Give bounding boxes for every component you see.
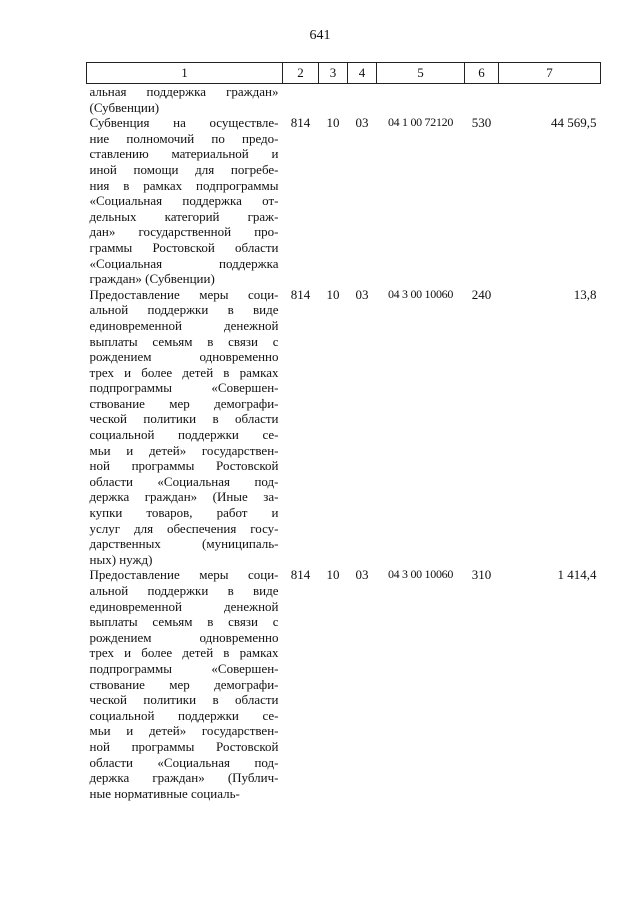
description-line: Субвенция на осуществле- xyxy=(89,115,279,131)
description-line: мьи и детей» государствен- xyxy=(89,723,279,739)
description-line: граммы Ростовской области xyxy=(89,239,279,255)
description-line: ческой политики в области xyxy=(89,411,279,427)
cell-ministry-code: 814 xyxy=(290,115,311,131)
cell-subsection-code: 03 xyxy=(355,286,369,302)
description-line: ных) нужд) xyxy=(89,551,153,567)
page-number: 641 xyxy=(309,28,331,43)
description-line: альной поддержки в виде xyxy=(89,302,279,318)
description-line: рождением одновременно xyxy=(89,349,279,365)
description-line: иной помощи для погребе- xyxy=(89,161,279,177)
table-row xyxy=(87,115,601,287)
description-line: дан» государственной про- xyxy=(89,224,279,240)
description-line: ческой политики в области xyxy=(89,692,279,708)
row-description xyxy=(87,84,283,116)
cell-expense-type: 530 xyxy=(471,115,492,131)
cell-section-code: 10 xyxy=(326,286,340,302)
cell-section-code: 10 xyxy=(326,115,340,131)
cell-subsection-code: 03 xyxy=(355,567,369,583)
description-line: «Социальная поддержка xyxy=(89,255,279,271)
cell-expense-type: 310 xyxy=(471,567,492,583)
description-line: «Социальная поддержка от- xyxy=(89,193,279,209)
description-line: (Субвенции) xyxy=(89,99,160,115)
description-line: Предоставление меры соци- xyxy=(89,286,279,302)
description-line: держка граждан» (Иные за- xyxy=(89,489,279,505)
budget-table xyxy=(86,62,601,801)
description-line: выплаты семьям в связи с xyxy=(89,333,279,349)
description-line: ной программы Ростовской xyxy=(89,738,279,754)
description-line: альной поддержки в виде xyxy=(89,583,279,598)
cell-amount: 13,8 xyxy=(573,286,597,302)
description-line: мьи и детей» государствен- xyxy=(89,442,279,458)
row-description xyxy=(87,567,283,801)
description-line: социальной поддержки се- xyxy=(89,707,279,723)
description-line: рождением одновременно xyxy=(89,629,279,645)
table-body xyxy=(87,84,601,802)
cell-target-article: 04 3 00 10060 xyxy=(387,567,454,582)
table-row xyxy=(87,287,601,568)
cell-subsection-code xyxy=(348,84,377,116)
table-row xyxy=(87,84,601,116)
cell-ministry-code: 814 xyxy=(290,286,311,302)
description-line: подпрограммы «Совершен- xyxy=(89,380,279,396)
cell-subsection-code: 03 xyxy=(355,115,369,131)
description-line: Предоставление меры соци- xyxy=(89,567,279,583)
description-line: ной программы Ростовской xyxy=(89,458,279,474)
description-line: услуг для обеспечения госу- xyxy=(89,520,279,536)
description-line: ствование мер демографи- xyxy=(89,395,279,411)
cell-amount: 1 414,4 xyxy=(557,567,597,583)
description-line: держка граждан» (Публич- xyxy=(89,770,279,786)
description-line: ные нормативные социаль- xyxy=(89,785,240,801)
column-header: 1 xyxy=(87,63,283,84)
column-header: 7 xyxy=(499,63,601,84)
description-line: купки товаров, работ и xyxy=(89,505,279,521)
description-line: трех и более детей в рамках xyxy=(89,645,279,661)
cell-ministry-code: 814 xyxy=(290,567,311,583)
description-line: единовременной денежной xyxy=(89,598,279,614)
cell-ministry-code xyxy=(283,84,319,116)
cell-target-article xyxy=(377,84,465,116)
description-line: дарственных (муниципаль- xyxy=(89,536,279,552)
column-header: 4 xyxy=(348,63,377,84)
description-line: граждан» (Субвенции) xyxy=(89,271,215,287)
description-line: ния в рамках подпрограммы xyxy=(89,177,279,193)
description-line: дельных категорий граж- xyxy=(89,208,279,224)
cell-expense-type: 240 xyxy=(471,286,492,302)
description-line: области «Социальная под- xyxy=(89,754,279,770)
cell-target-article: 04 1 00 72120 xyxy=(387,115,454,130)
description-line: выплаты семьям в связи с xyxy=(89,614,279,630)
cell-section-code xyxy=(319,84,348,116)
description-line: ние полномочий по предо- xyxy=(89,130,279,146)
column-header: 2 xyxy=(283,63,319,84)
cell-amount: 44 569,5 xyxy=(551,115,597,131)
row-description xyxy=(87,115,283,287)
column-header: 6 xyxy=(465,63,499,84)
table-header-row xyxy=(87,63,601,84)
description-line: подпрограммы «Совершен- xyxy=(89,660,279,676)
description-line: ставлению материальной и xyxy=(89,146,279,162)
column-header: 3 xyxy=(319,63,348,84)
cell-amount xyxy=(499,84,601,116)
cell-expense-type xyxy=(465,84,499,116)
description-line: альная поддержка граждан» xyxy=(89,84,279,99)
cell-target-article: 04 3 00 10060 xyxy=(387,286,454,301)
description-line: области «Социальная под- xyxy=(89,473,279,489)
cell-section-code: 10 xyxy=(326,567,340,583)
description-line: ствование мер демографи- xyxy=(89,676,279,692)
description-line: трех и более детей в рамках xyxy=(89,364,279,380)
table-row xyxy=(87,567,601,801)
row-description xyxy=(87,287,283,568)
description-line: единовременной денежной xyxy=(89,317,279,333)
column-header: 5 xyxy=(377,63,465,84)
description-line: социальной поддержки се- xyxy=(89,427,279,443)
